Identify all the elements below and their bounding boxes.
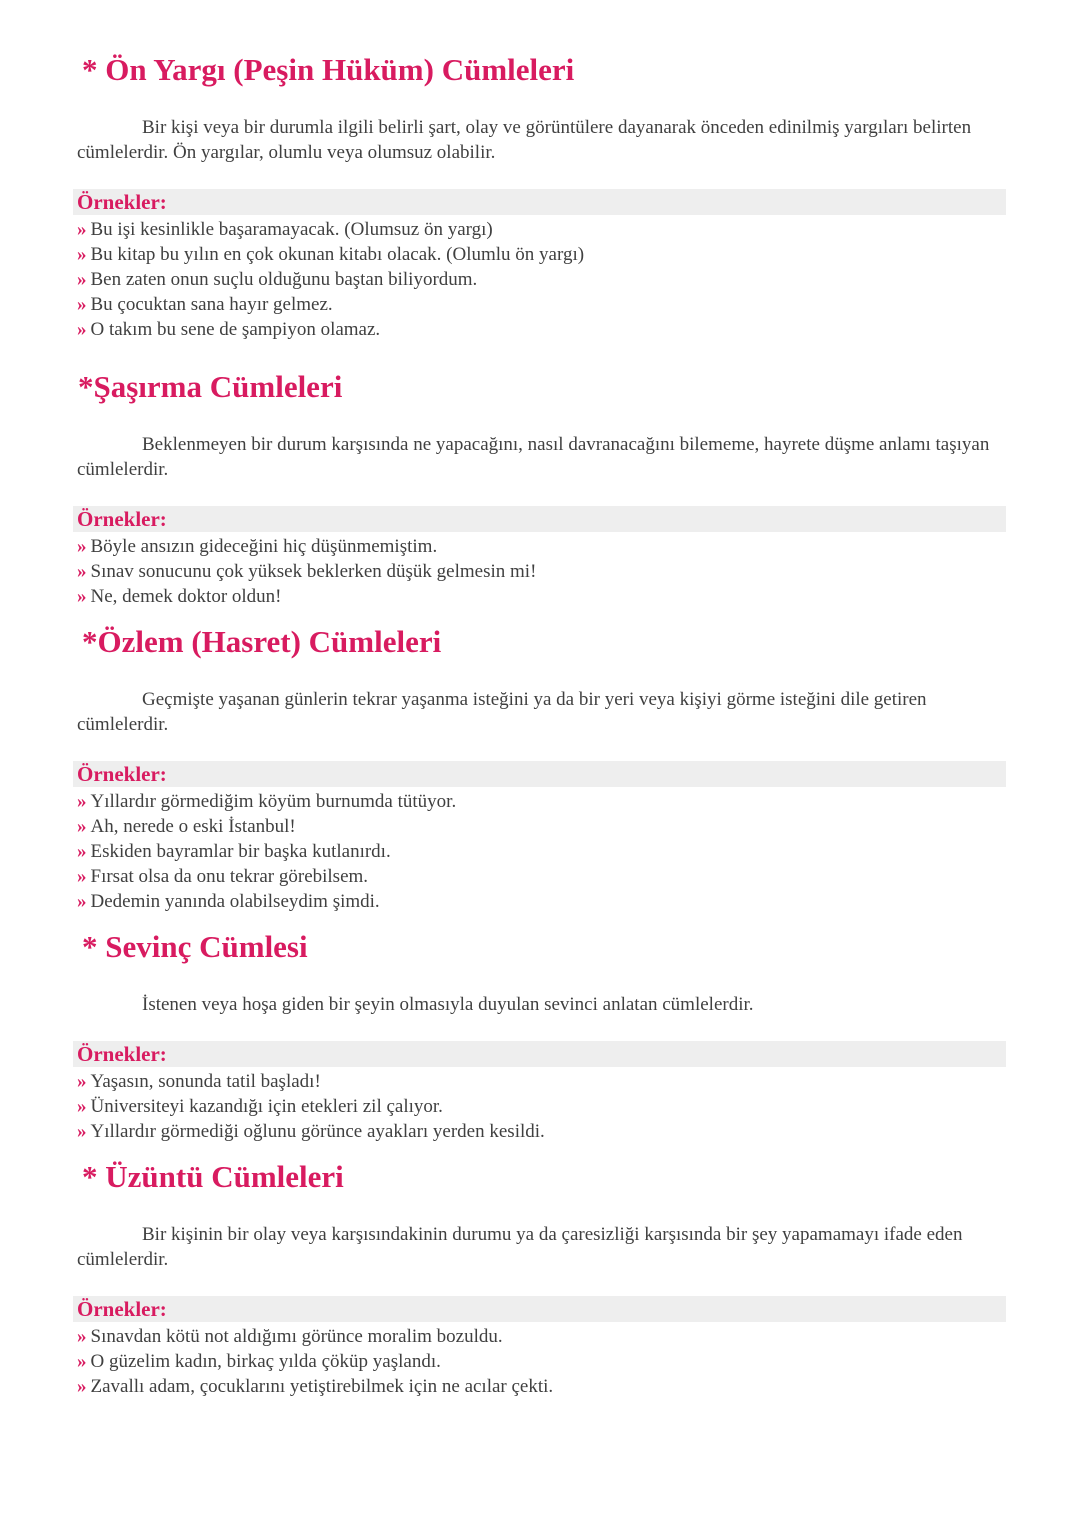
section-definition: Bir kişinin bir olay veya karşısındakinin durumu ya da çaresizliği karşısında bir şey yapamamayı ifade eden cümlelerdir.	[77, 1224, 963, 1270]
bullet-icon: »	[77, 1071, 87, 1092]
example-text: Yıllardır görmediğim köyüm burnumda tütüyor.	[90, 791, 457, 812]
bullet-icon: »	[77, 536, 87, 557]
examples-header	[73, 1296, 1006, 1322]
list-item	[77, 889, 456, 914]
list-item	[77, 789, 456, 814]
examples-header	[73, 761, 1006, 787]
bullet-icon: »	[77, 816, 87, 837]
example-list	[77, 789, 456, 914]
list-item	[77, 534, 536, 559]
bullet-icon: »	[77, 891, 87, 912]
example-list	[77, 1324, 553, 1399]
list-item	[77, 1094, 545, 1119]
list-item	[77, 242, 584, 267]
examples-header	[73, 189, 1006, 215]
example-text: Üniversiteyi kazandığı için etekleri zil çalıyor.	[90, 1096, 443, 1117]
list-item	[77, 317, 584, 342]
section-heading: *Şaşırma Cümleleri	[78, 369, 343, 404]
examples-header	[73, 506, 1006, 532]
examples-label: Örnekler:	[77, 507, 167, 531]
bullet-icon: »	[77, 561, 87, 582]
list-item	[77, 839, 456, 864]
examples-header	[73, 1041, 1006, 1067]
bullet-icon: »	[77, 269, 87, 290]
list-item	[77, 1324, 553, 1349]
section-definition: İstenen veya hoşa giden bir şeyin olmasıyla duyulan sevinci anlatan cümlelerdir.	[142, 994, 754, 1015]
section-heading: * Ön Yargı (Peşin Hüküm) Cümleleri	[82, 52, 575, 87]
bullet-icon: »	[77, 219, 87, 240]
list-item	[77, 814, 456, 839]
bullet-icon: »	[77, 319, 87, 340]
example-text: Fırsat olsa da onu tekrar görebilsem.	[90, 866, 369, 887]
example-text: Ne, demek doktor oldun!	[90, 586, 282, 607]
bullet-icon: »	[77, 1121, 87, 1142]
example-text: Bu işi kesinlikle başaramayacak. (Olumsuz ön yargı)	[90, 219, 493, 240]
section-heading: * Sevinç Cümlesi	[82, 929, 308, 964]
example-text: Bu çocuktan sana hayır gelmez.	[90, 294, 333, 315]
example-list	[77, 217, 584, 342]
list-item	[77, 559, 536, 584]
example-text: Dedemin yanında olabilseydim şimdi.	[90, 891, 380, 912]
example-text: Sınav sonucunu çok yüksek beklerken düşük gelmesin mi!	[90, 561, 537, 582]
examples-label: Örnekler:	[77, 1297, 167, 1321]
example-text: Ah, nerede o eski İstanbul!	[90, 816, 296, 837]
section-definition: Beklenmeyen bir durum karşısında ne yapacağını, nasıl davranacağını bilememe, hayrete düşme anlamı taşıyan cümlelerdir.	[77, 434, 990, 480]
examples-label: Örnekler:	[77, 190, 167, 214]
list-item	[77, 584, 536, 609]
bullet-icon: »	[77, 866, 87, 887]
list-item	[77, 1069, 545, 1094]
example-text: Bu kitap bu yılın en çok okunan kitabı olacak. (Olumlu ön yargı)	[90, 244, 585, 265]
bullet-icon: »	[77, 1096, 87, 1117]
bullet-icon: »	[77, 294, 87, 315]
bullet-icon: »	[77, 1351, 87, 1372]
example-text: Eskiden bayramlar bir başka kutlanırdı.	[90, 841, 391, 862]
example-text: Böyle ansızın gideceğini hiç düşünmemiştim.	[90, 536, 438, 557]
examples-label: Örnekler:	[77, 762, 167, 786]
example-text: Zavallı adam, çocuklarını yetiştirebilmek için ne acılar çekti.	[90, 1376, 554, 1397]
examples-label: Örnekler:	[77, 1042, 167, 1066]
bullet-icon: »	[77, 244, 87, 265]
list-item	[77, 267, 584, 292]
section-definition: Geçmişte yaşanan günlerin tekrar yaşanma isteğini ya da bir yeri veya kişiyi görme isteğini dile getiren cümlelerdir.	[77, 689, 927, 735]
list-item	[77, 217, 584, 242]
list-item	[77, 1349, 553, 1374]
bullet-icon: »	[77, 791, 87, 812]
example-text: O güzelim kadın, birkaç yılda çöküp yaşlandı.	[90, 1351, 441, 1372]
example-text: Ben zaten onun suçlu olduğunu baştan biliyordum.	[90, 269, 478, 290]
example-list	[77, 534, 536, 609]
list-item	[77, 864, 456, 889]
list-item	[77, 1374, 553, 1399]
example-text: Yıllardır görmediği oğlunu görünce ayakları yerden kesildi.	[90, 1121, 545, 1142]
bullet-icon: »	[77, 841, 87, 862]
example-text: Sınavdan kötü not aldığımı görünce moralim bozuldu.	[90, 1326, 503, 1347]
bullet-icon: »	[77, 1376, 87, 1397]
example-list	[77, 1069, 545, 1144]
list-item	[77, 1119, 545, 1144]
example-text: O takım bu sene de şampiyon olamaz.	[90, 319, 381, 340]
example-text: Yaşasın, sonunda tatil başladı!	[90, 1071, 321, 1092]
section-heading: * Üzüntü Cümleleri	[82, 1159, 344, 1194]
section-definition: Bir kişi veya bir durumla ilgili belirli şart, olay ve görüntülere dayanarak önceden edinilmiş yargıları belirten cümlelerdir. Ön yargılar, olumlu veya olumsuz olabilir.	[77, 117, 972, 163]
bullet-icon: »	[77, 586, 87, 607]
list-item	[77, 292, 584, 317]
section-heading: *Özlem (Hasret) Cümleleri	[82, 624, 442, 659]
bullet-icon: »	[77, 1326, 87, 1347]
